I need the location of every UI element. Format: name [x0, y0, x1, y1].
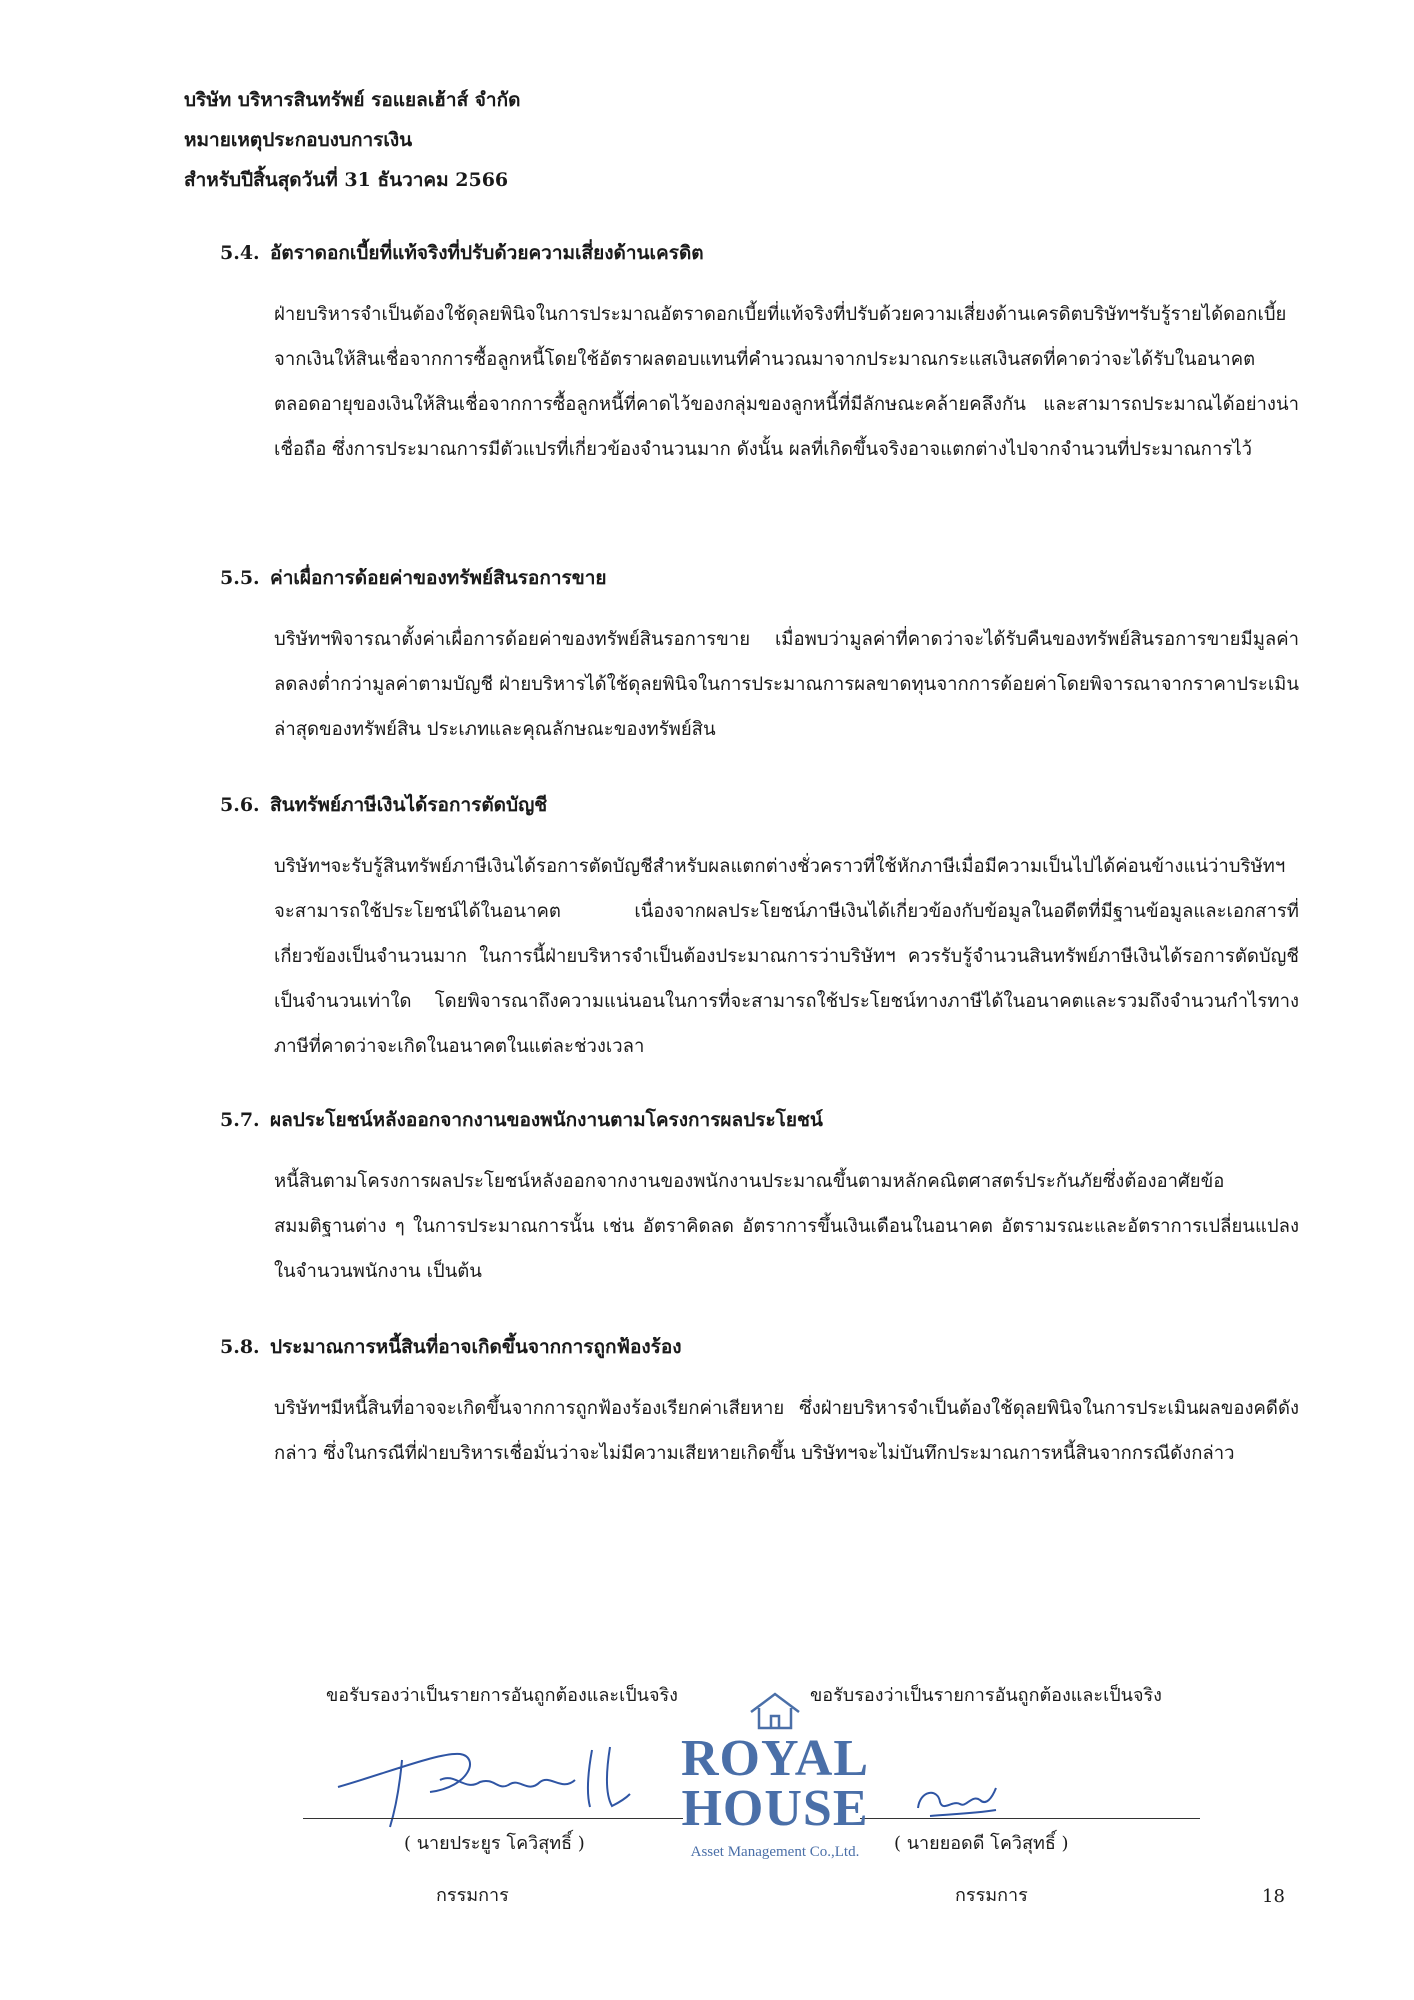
section-body: ฝ่ายบริหารจำเป็นต้องใช้ดุลยพินิจในการประมาณอัตราดอกเบี้ยที่แท้จริงที่ปรับด้วยความเสี่ยงด้านเครดิตบริษัทฯรับรู้รายได้ดอกเบี้ยจากเงินให้สินเชื่อจากการซื้อลูกหนี้โดยใช้อัตราผลตอบแทนที่คำนวณมาจากประมาณกระแสเงินสดที่คาดว่าจะได้รับในอนาคตตลอดอายุของเงินให้สินเชื่อจากการซื้อลูกหนี้ที่คาดไว้ของกลุ่มของลูกหนี้ที่มีลักษณะคล้ายคลึงกัน และสามารถประมาณได้อย่างน่าเชื่อถือ ซึ่งการประมาณการมีตัวแปรที่เกี่ยวข้องจำนวนมาก ดังนั้น ผลที่เกิดขึ้นจริงอาจแตกต่างไปจากจำนวนที่ประมาณการไว้	[274, 304, 1299, 460]
right-signature-line	[860, 1818, 1200, 1819]
section-5-6	[220, 790, 1300, 1069]
section-title	[220, 1332, 1300, 1362]
logo-royal: ROYAL	[680, 1730, 869, 1787]
section-title	[220, 790, 1300, 820]
section-5-7	[220, 1105, 1300, 1294]
section-number: 5.4.	[220, 242, 260, 264]
left-signer-name: ( นายประยูร โควิสุทธิ์ )	[404, 1833, 585, 1854]
section-number: 5.7.	[220, 1109, 260, 1131]
company-name: บริษัท บริหารสินทรัพย์ รอแยลเฮ้าส์ จำกัด	[184, 89, 521, 111]
section-body: บริษัทฯมีหนี้สินที่อาจจะเกิดขึ้นจากการถูกฟ้องร้องเรียกค่าเสียหาย ซึ่งฝ่ายบริหารจำเป็นต้องใช้ดุลยพินิจในการประเมินผลของคดีดังกล่าว ซึ่งในกรณีที่ฝ่ายบริหารเชื่อมั่นว่าจะไม่มีความเสียหายเกิดขึ้น บริษัทฯจะไม่บันทึกประมาณการหนี้สินจากกรณีดังกล่าว	[274, 1398, 1299, 1464]
section-number: 5.5.	[220, 567, 260, 589]
logo-subtitle: Asset Management Co.,Ltd.	[690, 1844, 860, 1860]
page-header	[184, 80, 520, 200]
logo-house: HOUSE	[681, 1780, 869, 1837]
document-title: หมายเหตุประกอบงบการเงิน	[184, 129, 413, 151]
section-heading: สินทรัพย์ภาษีเงินได้รอการตัดบัญชี	[270, 794, 548, 816]
section-number: 5.8.	[220, 1336, 260, 1358]
section-title	[220, 1105, 1300, 1135]
company-logo	[680, 1690, 870, 1900]
section-heading: ผลประโยชน์หลังออกจากงานของพนักงานตามโครงการผลประโยชน์	[270, 1109, 823, 1131]
signature-area	[0, 1660, 1414, 1920]
section-body: หนี้สินตามโครงการผลประโยชน์หลังออกจากงานของพนักงานประมาณขึ้นตามหลักคณิตศาสตร์ประกันภัยซึ่งต้องอาศัยข้อสมมติฐานต่าง ๆ ในการประมาณการนั้น เช่น อัตราคิดลด อัตราการขึ้นเงินเดือนในอนาคต อัตรามรณะและอัตราการเปลี่ยนแปลงในจำนวนพนักงาน เป็นต้น	[274, 1171, 1299, 1282]
section-5-4	[220, 238, 1300, 472]
section-5-8	[220, 1332, 1300, 1476]
reporting-period: สำหรับปีสิ้นสุดวันที่ 31 ธันวาคม 2566	[184, 169, 509, 191]
left-signer-role: กรรมการ	[436, 1885, 509, 1906]
section-5-5	[220, 563, 1300, 752]
left-signature-line	[303, 1818, 683, 1819]
section-heading: ค่าเผื่อการด้อยค่าของทรัพย์สินรอการขาย	[270, 567, 607, 589]
left-certification: ขอรับรองว่าเป็นรายการอันถูกต้องและเป็นจริง	[326, 1685, 678, 1706]
section-number: 5.6.	[220, 794, 260, 816]
right-signer-name: ( นายยอดดี โควิสุทธิ์ )	[894, 1833, 1069, 1854]
section-body: บริษัทฯจะรับรู้สินทรัพย์ภาษีเงินได้รอการตัดบัญชีสำหรับผลแตกต่างชั่วคราวที่ใช้หักภาษีเมื่อมีความเป็นไปได้ค่อนข้างแน่ว่าบริษัทฯจะสามารถใช้ประโยชน์ได้ในอนาคต เนื่องจากผลประโยชน์ภาษีเงินได้เกี่ยวข้องกับข้อมูลในอดีตที่มีฐานข้อมูลและเอกสารที่เกี่ยวข้องเป็นจำนวนมาก ในการนี้ฝ่ายบริหารจำเป็นต้องประมาณการว่าบริษัทฯ ควรรับรู้จำนวนสินทรัพย์ภาษีเงินได้รอการตัดบัญชีเป็นจำนวนเท่าใด โดยพิจารณาถึงความแน่นอนในการที่จะสามารถใช้ประโยชน์ทางภาษีได้ในอนาคตและรวมถึงจำนวนกำไรทางภาษีที่คาดว่าจะเกิดในอนาคตในแต่ละช่วงเวลา	[274, 856, 1299, 1057]
left-signature-image	[330, 1732, 670, 1832]
right-signer-role: กรรมการ	[955, 1885, 1028, 1906]
page-number: 18	[1262, 1886, 1285, 1907]
section-heading: ประมาณการหนี้สินที่อาจเกิดขึ้นจากการถูกฟ้องร้อง	[270, 1336, 682, 1358]
right-signature-image	[910, 1770, 1010, 1830]
house-icon	[745, 1690, 805, 1730]
section-heading: อัตราดอกเบี้ยที่แท้จริงที่ปรับด้วยความเสี่ยงด้านเครดิต	[270, 242, 704, 264]
section-body: บริษัทฯพิจารณาตั้งค่าเผื่อการด้อยค่าของทรัพย์สินรอการขาย เมื่อพบว่ามูลค่าที่คาดว่าจะได้รับคืนของทรัพย์สินรอการขายมีมูลค่าลดลงต่ำกว่ามูลค่าตามบัญชี ฝ่ายบริหารได้ใช้ดุลยพินิจในการประมาณการผลขาดทุนจากการด้อยค่าโดยพิจารณาจากราคาประเมินล่าสุดของทรัพย์สิน ประเภทและคุณลักษณะของทรัพย์สิน	[274, 629, 1299, 740]
right-certification: ขอรับรองว่าเป็นรายการอันถูกต้องและเป็นจริง	[810, 1685, 1162, 1706]
section-title	[220, 563, 1300, 593]
section-title	[220, 238, 1300, 268]
